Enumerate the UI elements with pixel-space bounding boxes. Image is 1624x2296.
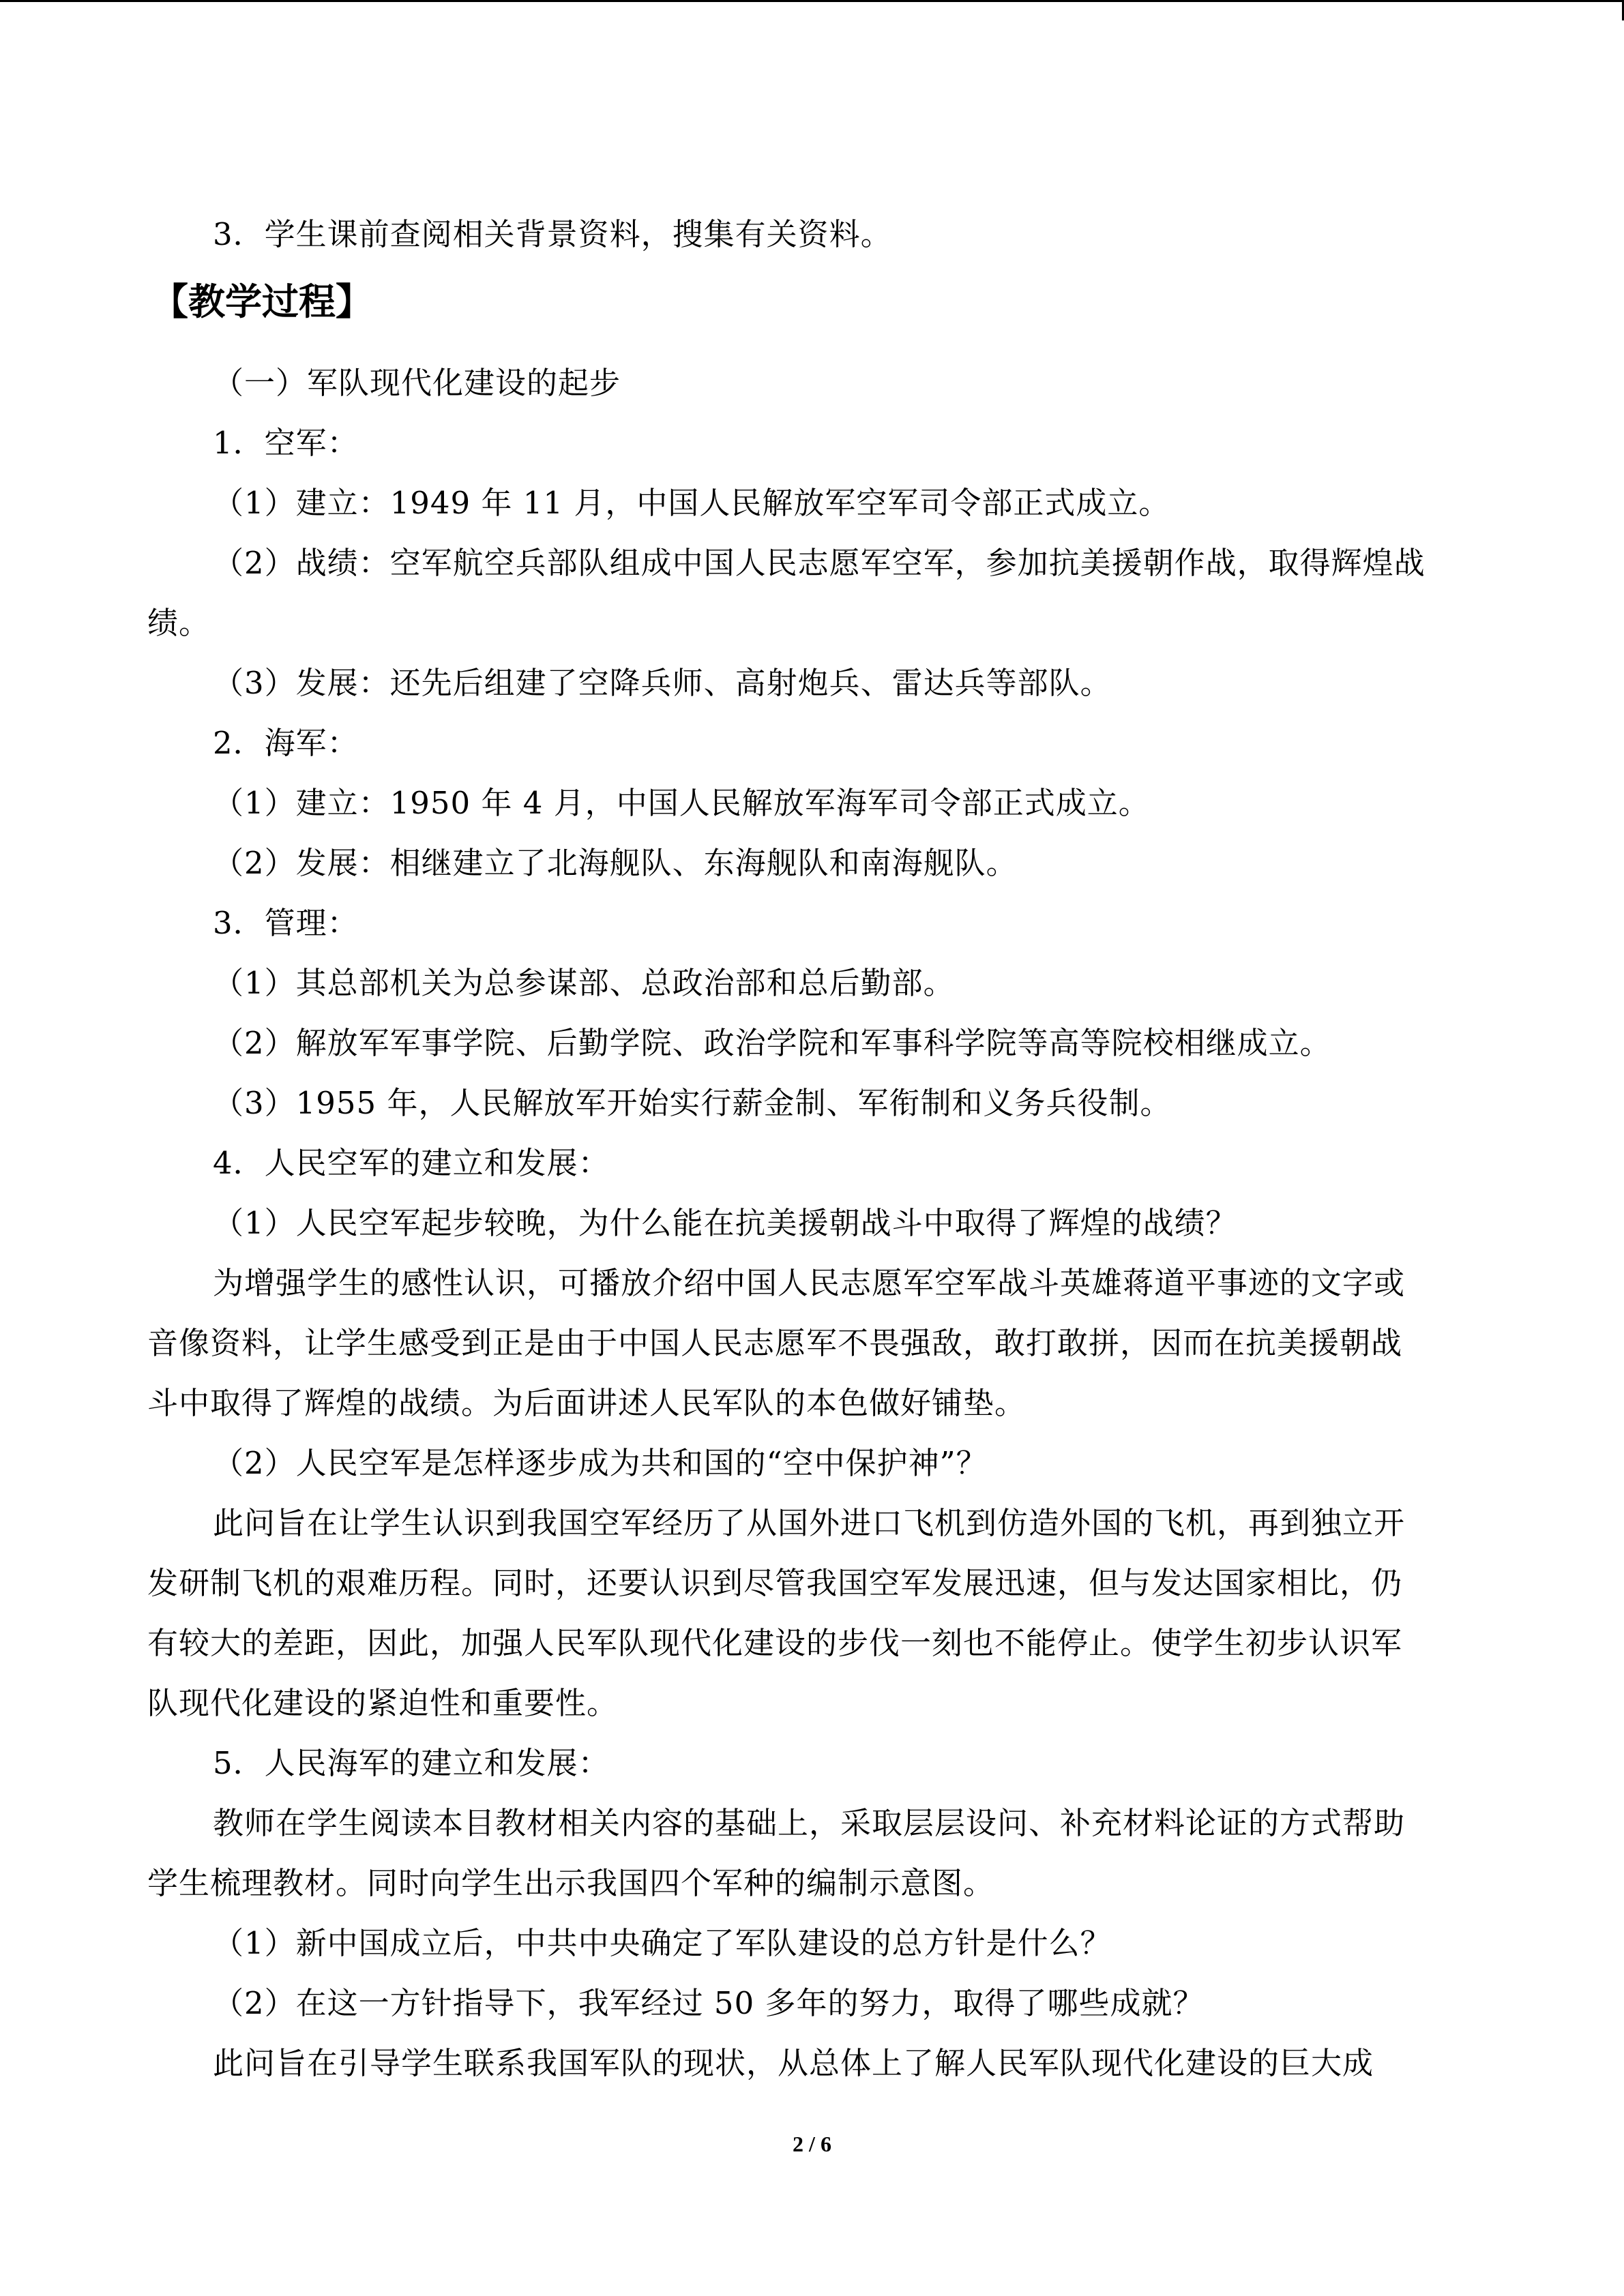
item-people-air-force: 4．人民空军的建立和发展：: [213, 1145, 610, 1181]
page-number: 2 / 6: [793, 2132, 831, 2156]
paragraph-air-force-2-line3: 有较大的差距，因此，加强人民军队现代化建设的步伐一刻也不能停止。使学生初步认识军: [147, 1625, 1403, 1661]
question-air-force-2: （2）人民空军是怎样逐步成为共和国的“空中保护神”？: [213, 1445, 988, 1481]
item-air-force-established: （1）建立：1949 年 11 月，中国人民解放军空军司令部正式成立。: [213, 485, 1170, 521]
paragraph-navy-answer-line1: 此问旨在引导学生联系我国军队的现状，从总体上了解人民军队现代化建设的巨大成: [213, 2045, 1374, 2081]
item-air-force-record-line2: 绩。: [147, 605, 211, 641]
item-management: 3．管理：: [213, 905, 359, 941]
paragraph-air-force-2-line1: 此问旨在让学生认识到我国空军经历了从国外进口飞机到仿造外国的飞机，再到独立开: [213, 1505, 1406, 1541]
paragraph-air-force-1-line3: 斗中取得了辉煌的战绩。为后面讲述人民军队的本色做好铺垫。: [147, 1385, 1027, 1421]
paragraph-navy-line2: 学生梳理教材。同时向学生出示我国四个军种的编制示意图。: [147, 1865, 995, 1901]
paragraph-air-force-1-line1: 为增强学生的感性认识，可播放介绍中国人民志愿军空军战斗英雄蒋道平事迹的文字或: [213, 1265, 1406, 1301]
paragraph-air-force-2-line4: 队现代化建设的紧迫性和重要性。: [147, 1685, 619, 1721]
item-people-navy: 5．人民海军的建立和发展：: [213, 1745, 610, 1781]
question-navy-1: （1）新中国成立后，中共中央确定了军队建设的总方针是什么？: [213, 1925, 1112, 1961]
question-navy-2: （2）在这一方针指导下，我军经过 50 多年的努力，取得了哪些成就？: [213, 1985, 1205, 2021]
item-air-force-development: （3）发展：还先后组建了空降兵师、高射炮兵、雷达兵等部队。: [213, 665, 1112, 701]
item-navy-development: （2）发展：相继建立了北海舰队、东海舰队和南海舰队。: [213, 845, 1018, 881]
paragraph-navy-line1: 教师在学生阅读本目教材相关内容的基础上，采取层层设问、补充材料论证的方式帮助: [213, 1805, 1406, 1841]
paragraph-prep-3: 3．学生课前查阅相关背景资料，搜集有关资料。: [213, 216, 892, 252]
item-navy-established: （1）建立：1950 年 4 月，中国人民解放军海军司令部正式成立。: [213, 785, 1150, 821]
question-air-force-1: （1）人民空军起步较晚，为什么能在抗美援朝战斗中取得了辉煌的战绩？: [213, 1205, 1237, 1241]
item-air-force: 1．空军：: [213, 425, 359, 461]
item-navy: 2．海军：: [213, 725, 359, 761]
section-heading-teaching-process: 【教学过程】: [151, 280, 372, 323]
paragraph-air-force-2-line2: 发研制飞机的艰难历程。同时，还要认识到尽管我国空军发展迅速，但与发达国家相比，仍: [147, 1565, 1403, 1601]
paragraph-air-force-1-line2: 音像资料，让学生感受到正是由于中国人民志愿军不畏强敌，敢打敢拼，因而在抗美援朝战: [147, 1325, 1403, 1361]
item-management-headquarters: （1）其总部机关为总参谋部、总政治部和总后勤部。: [213, 965, 955, 1001]
item-management-1955: （3）1955 年，人民解放军开始实行薪金制、军衔制和义务兵役制。: [213, 1085, 1172, 1121]
page-top-border: [0, 0, 1624, 2]
item-air-force-record-line1: （2）战绩：空军航空兵部队组成中国人民志愿军空军，参加抗美援朝作战，取得辉煌战: [213, 545, 1426, 581]
subsection-title: （一）军队现代化建设的起步: [213, 365, 621, 401]
item-management-academies: （2）解放军军事学院、后勤学院、政治学院和军事科学院等高等院校相继成立。: [213, 1025, 1331, 1061]
